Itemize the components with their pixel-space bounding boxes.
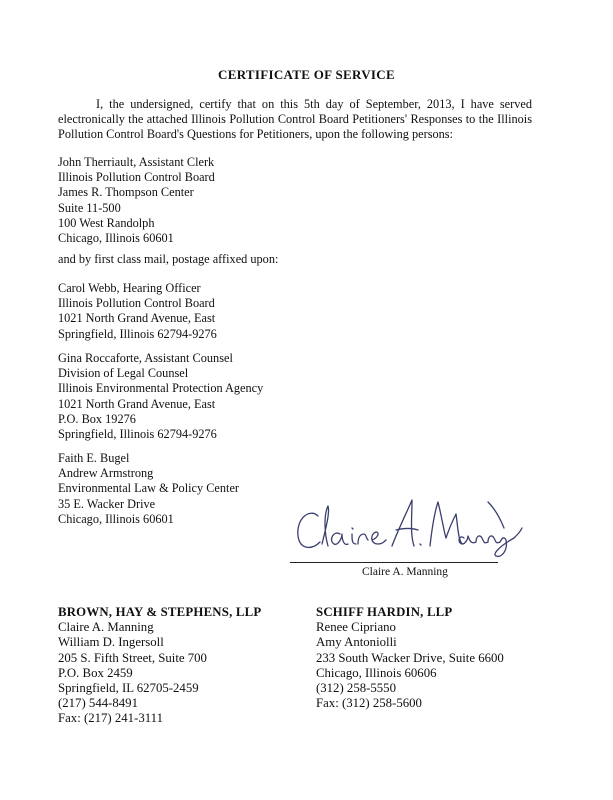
signer-printed-name: Claire A. Manning [362, 566, 448, 578]
signature-stroke [372, 532, 386, 544]
address-line: 35 E. Wacker Drive [58, 496, 156, 511]
firm-line: Chicago, Illinois 60606 [316, 665, 437, 680]
address-line: Springfield, Illinois 62794-9276 [58, 326, 217, 341]
address-line: 100 West Randolph [58, 215, 155, 230]
intro-paragraph: I, the undersigned, certify that on this 5th day of September, 2013, I have served electronically the attached Illinois Pollution Control Board Petitioners' Responses to the Illinois Pollution Control Board's Questions for Petitioners, upon the following persons: [58, 97, 532, 141]
signature-stroke [352, 534, 356, 544]
firm-line: Amy Antoniolli [316, 635, 397, 650]
signature-stroke [396, 529, 418, 531]
address-line: Chicago, Illinois 60601 [58, 231, 174, 246]
firm-line: (217) 544-8491 [58, 696, 138, 711]
address-line: Environmental Law & Policy Center [58, 481, 239, 496]
signature-stroke [358, 534, 368, 544]
firm-block-schiff-hardin [316, 605, 504, 711]
firm-line: P.O. Box 2459 [58, 665, 133, 680]
address-line: Illinois Environmental Protection Agency [58, 381, 264, 396]
signature-stroke [488, 502, 504, 528]
address-line: John Therriault, Assistant Clerk [58, 155, 215, 169]
firm-name: SCHIFF HARDIN, LLP [316, 605, 453, 619]
signature-stroke [352, 528, 353, 529]
address-line: Division of Legal Counsel [58, 366, 189, 381]
address-line: Illinois Pollution Control Board [58, 296, 215, 311]
address-line: Springfield, Illinois 62794-9276 [58, 427, 217, 442]
signature-stroke [332, 533, 348, 544]
firm-line: Claire A. Manning [58, 620, 154, 635]
firm-block-brown-hay-stephens [58, 605, 261, 727]
signature-stroke [459, 536, 500, 544]
handwritten-signature [288, 488, 524, 560]
first-class-mail-text: and by first class mail, postage affixed upon: [58, 252, 279, 266]
firm-line: 233 South Wacker Drive, Suite 6600 [316, 650, 504, 665]
address-line: Suite 11-500 [58, 200, 121, 215]
document-title: CERTIFICATE OF SERVICE [218, 67, 395, 82]
firm-line: Fax: (312) 258-5600 [316, 696, 422, 711]
signature-line [290, 562, 498, 563]
signature-stroke [298, 513, 320, 547]
address-line: Gina Roccaforte, Assistant Counsel [58, 351, 233, 365]
signature-stroke [322, 506, 329, 546]
address-line: James R. Thompson Center [58, 185, 194, 200]
address-line: Chicago, Illinois 60601 [58, 511, 174, 526]
recipient-clerk-block [58, 155, 215, 246]
firm-line: 205 S. Fifth Street, Suite 700 [58, 650, 207, 665]
address-line: P.O. Box 19276 [58, 411, 136, 426]
firm-line: William D. Ingersoll [58, 635, 164, 650]
signature-stroke [420, 544, 421, 545]
address-line: 1021 North Grand Avenue, East [58, 311, 216, 326]
firm-line: (312) 258-5550 [316, 681, 396, 696]
recipient-counsel-block [58, 351, 263, 442]
address-line: Illinois Pollution Control Board [58, 170, 215, 185]
signature-stroke [392, 500, 414, 546]
address-line: Carol Webb, Hearing Officer [58, 281, 201, 295]
firm-line: Springfield, IL 62705-2459 [58, 681, 199, 696]
address-line: Andrew Armstrong [58, 466, 154, 481]
firm-line: Renee Cipriano [316, 620, 396, 635]
recipient-elpc-block [58, 451, 239, 527]
firm-name: BROWN, HAY & STEPHENS, LLP [58, 605, 262, 619]
address-line: 1021 North Grand Avenue, East [58, 396, 216, 411]
address-line: Faith E. Bugel [58, 451, 130, 465]
signature-stroke [430, 502, 462, 546]
recipient-hearing-officer-block [58, 281, 217, 342]
firm-line: Fax: (217) 241-3111 [58, 711, 163, 726]
